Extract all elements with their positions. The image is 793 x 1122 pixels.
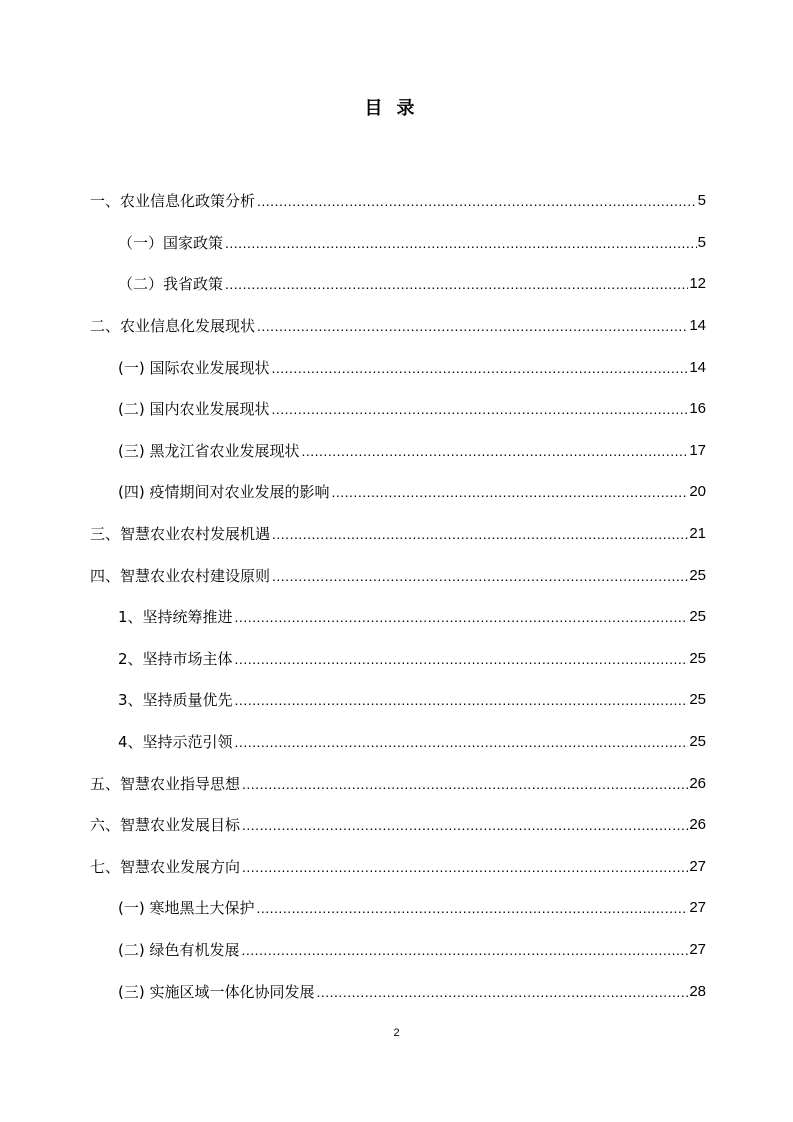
dot-leader	[316, 984, 688, 999]
toc-entry[interactable]	[90, 222, 706, 264]
toc-entry-label: 2、坚持市场主体	[118, 649, 233, 668]
toc-entry-page: 27	[689, 899, 706, 917]
toc-entry[interactable]	[90, 887, 706, 929]
toc-entry-page: 27	[689, 940, 706, 958]
toc-entry-page: 27	[689, 857, 706, 875]
dot-leader	[235, 609, 689, 624]
toc-entry-page: 20	[689, 483, 706, 501]
dot-leader	[301, 443, 688, 458]
toc-entry[interactable]	[90, 430, 706, 472]
dot-leader	[257, 318, 688, 333]
dot-leader	[272, 568, 688, 583]
toc-entry-page: 26	[689, 774, 706, 792]
toc-entry[interactable]	[90, 388, 706, 430]
toc-entry-label: (三) 黑龙江省农业发展现状	[118, 441, 300, 460]
toc-entry-label: （一）国家政策	[118, 233, 224, 252]
toc-entry-page: 5	[697, 233, 706, 251]
dot-leader	[272, 526, 688, 541]
toc-entry-page: 16	[689, 400, 706, 418]
page-number: 2	[393, 1027, 400, 1039]
toc-entry-label: (三) 实施区域一体化协同发展	[118, 982, 315, 1001]
toc-entry[interactable]	[90, 180, 706, 222]
toc-entry-label: (四) 疫情期间对农业发展的影响	[118, 483, 330, 502]
toc-entry-label: 二、农业信息化发展现状	[90, 317, 256, 336]
dot-leader	[225, 235, 697, 250]
toc-entry-label: 四、智慧农业农村建设原则	[90, 566, 271, 585]
toc-entry[interactable]	[90, 263, 706, 305]
toc-entry-page: 25	[689, 608, 706, 626]
toc-entry-label: 五、智慧农业指导思想	[90, 774, 241, 793]
toc-entry-page: 25	[689, 649, 706, 667]
toc-entry-page: 25	[689, 566, 706, 584]
toc-entry[interactable]	[90, 346, 706, 388]
toc-entry-label: 六、智慧农业发展目标	[90, 816, 241, 835]
toc-entry-label: (一) 国际农业发展现状	[118, 358, 270, 377]
toc-entry[interactable]	[90, 929, 706, 971]
toc-entry-label: 一、农业信息化政策分析	[90, 192, 256, 211]
toc-entry[interactable]	[90, 305, 706, 347]
dot-leader	[331, 484, 688, 499]
dot-leader	[235, 651, 689, 666]
toc-entry[interactable]	[90, 721, 706, 763]
toc-entry-page: 21	[689, 525, 706, 543]
dot-leader	[256, 900, 688, 915]
dot-leader	[242, 817, 688, 832]
dot-leader	[257, 193, 697, 208]
toc-entry[interactable]	[90, 596, 706, 638]
dot-leader	[241, 942, 688, 957]
dot-leader	[235, 734, 689, 749]
toc-entry[interactable]	[90, 513, 706, 555]
toc-entry-label: (二) 绿色有机发展	[118, 940, 240, 959]
toc-entry-label: (二) 国内农业发展现状	[118, 400, 270, 419]
toc-entry[interactable]	[90, 762, 706, 804]
dot-leader	[235, 692, 689, 707]
toc-entry-page: 5	[697, 192, 706, 210]
toc-entry-label: 4、坚持示范引领	[118, 733, 233, 752]
table-of-contents	[90, 180, 706, 1012]
toc-entry-page: 25	[689, 691, 706, 709]
toc-entry[interactable]	[90, 471, 706, 513]
toc-entry-label: 1、坚持统筹推进	[118, 608, 233, 627]
toc-entry-page: 14	[689, 358, 706, 376]
toc-entry-page: 17	[689, 441, 706, 459]
dot-leader	[242, 859, 688, 874]
dot-leader	[225, 276, 688, 291]
dot-leader	[271, 401, 688, 416]
toc-entry-page: 14	[689, 317, 706, 335]
toc-entry[interactable]	[90, 638, 706, 680]
toc-entry-page: 25	[689, 733, 706, 751]
toc-entry[interactable]	[90, 679, 706, 721]
toc-entry-label: (一) 寒地黑土大保护	[118, 899, 255, 918]
toc-entry-page: 12	[689, 275, 706, 293]
toc-entry[interactable]	[90, 846, 706, 888]
toc-entry[interactable]	[90, 970, 706, 1012]
toc-title: 目录	[364, 98, 429, 119]
toc-entry[interactable]	[90, 554, 706, 596]
toc-entry-label: 七、智慧农业发展方向	[90, 857, 241, 876]
toc-entry-label: （二）我省政策	[118, 275, 224, 294]
toc-entry-page: 28	[689, 982, 706, 1000]
toc-entry-label: 3、坚持质量优先	[118, 691, 233, 710]
toc-entry[interactable]	[90, 804, 706, 846]
dot-leader	[242, 776, 688, 791]
dot-leader	[271, 360, 688, 375]
toc-entry-label: 三、智慧农业农村发展机遇	[90, 525, 271, 544]
toc-entry-page: 26	[689, 816, 706, 834]
